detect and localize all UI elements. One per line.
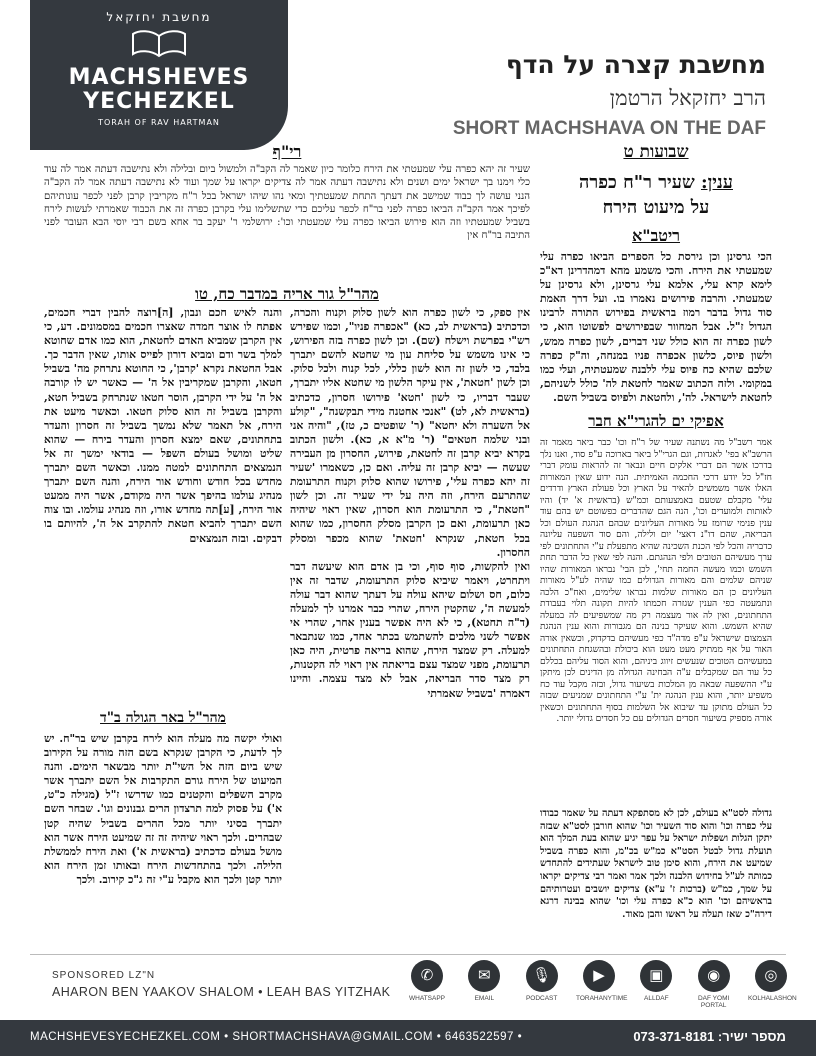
author-name: הרב יחזקאל הרטמן bbox=[609, 86, 766, 110]
afikei-heading: אפיקי ים להגרי"א חבר bbox=[588, 412, 724, 430]
ritva-text: הכי גרסינן וכן גירסת כל הספרים הביאו כפרה עלי שמעטתי את הירח. והכי משמע מהא דמהדרינן דא"כ לימא קרא עלי, אלמא עלי גרסינן, ולא גרסינן על שמעטתי. והרבה פירושים נאמרו בו. ועל דרך האמת סוד גדול בדבר רמוז בראשית בפירוש התורה לרבינו הגדול ז"ל. אבל המחוור שבפירושים לפשוטו הוא, כי לשון כפרה זה הוא כולל שני דברים, לשון כפרה ממש, ולשון פיוס, כלשון אכפרה פניו במנחה, וה"ק כפרה שלכם שהיא כח פיוס עלי ללבנה שמעטתיה, ועלי כמו במקומי. ולזה הכתוב שאמר לחטאת לה' כולל לשניהם, לחטאת לישראל. לה', ולחטאת ולפיוס בשביל השם. bbox=[540, 250, 772, 404]
masechta-heading: שבועות ט bbox=[623, 142, 689, 162]
afikei-text-p1: אמר רשב"ל מה נשתנה שעיר של ר"ח וכו' כבר ביאר מאמר זה הרשב"א בפי' לאגדות, וגם הגרי"ל ביאר בארוכה ע"פ סוד, ואנו נלך בדרכו אשר הם דברי אלקים חיים ונבאר זה להראות עומק דברי חז"ל כל יודע דרכי החכמה האמיתית. הנה ידוע שאין המאורות האלו אשר משמשים להאיר על הארץ וכל פעולת הארץ ודרדים עלי' מקבלם שטעם באמצעותם וכמ"ש (בראשית א' יד) והיו לאותות ולמועדים וכו', הנה הגם שהדברים כפשוטם יש בהם עוד ענין פנימי שרומז על מאורות העליונים שבהם הנהגת העולם וכל הבריאה, שהם דו"נ דאצי' יום ולילה, והם סוד השפעה עליונה כדבריה והכל לפי הכנת השכינה שהיא מתפעלת ע"י התחתונים לפי ערך מעשיהם הטובים ולפי הנהגתם. והנה לפי שאין כל הדבר תחת השמש וכמו מעשה החמה תחי', לכן הבי' נבראו המאורות שהיו שניהם שלמים והם מאורות הגדולים כמו שהיה לע"ל מאורות העליונים כן הם מאורות שלמות נבראו שלימים, ואח"כ הלכה ונתמעטה כפי הענין שגזרה חכמתו להיות תקונה תלוי בעבודת התחתונים, ואין לה אור מעצמה רק מה שמשפיעים לה במעלה שהיא השמש. והוא שעיקר בנינה הם מגבורות והוא ענין הנהגת הצמצום שישראל ע"פ מדה"ד כפי מעשיהם בדקדוק, וכשאין אורה האור על אף ממתיק מעט מעט הוא ביכולת ובהשגחת התחתונים במעשיהם הטובים שנעשים זיווג ביניהם, והוא הסוד עליהם בכללם כל עוד הם שמקבלים ע"ה הבחינה הגדולה מן הדינים לכן מיתקן ע"י ההשפעה שבאה מן המלכות בשיעור גדול, ובזה מקבל עוד כח משפיע יותר, והוא ענין הנהגה ית' ע"י התחתונים שמניעים שבזה כל העולם מתוקן עד שיבוא אל השלמות בסוף התחתונים וכשאין אורה מספיק בשיעור חסדים הגדולים עם כל חסדים גדולי יותר. bbox=[540, 438, 772, 724]
torahanytime-icon: ▶ bbox=[583, 960, 615, 992]
logo bbox=[30, 0, 288, 150]
podcast-link[interactable]: 🎙 PODCAST bbox=[519, 960, 565, 1016]
page-title: מחשבת קצרה על הדף bbox=[505, 50, 766, 79]
logo-wordmark: MACHSHEVES YECHEZKEL bbox=[68, 65, 250, 114]
sponsor-names: AHARON BEN YAAKOV SHALOM • LEAH BAS YITZHAK bbox=[52, 985, 391, 999]
ritva-heading: ריטב"א bbox=[631, 226, 681, 245]
dafyomi-link[interactable]: ◉ DAF YOMI PORTAL bbox=[691, 960, 737, 1016]
logo-tagline: TORAH OF RAV HARTMAN bbox=[98, 118, 220, 127]
afikei-text-p2: גדולה לסט"א בעולם, לכן לא מסתפקא דעתה על שאמר כבודו עלי כפרה וכו' והוא סוד השעיר וכו' שהוא חורבן לסט"א שבזה יתקן הגלות ושפלות ישראל על עפר יגיע שהוא בעת המלך הוא תועלת גדול לבטל הסט"א כמ"ש בכ"מ, והוא כפרה בשביל שמיעט את הירח, והוא סימן טוב לישראל שעתידים להתחדש כמותה לע"ל בחידוש הלבנה ולכך אמר ואמר רבי צדיקים יקראו על שמך, כמ"ש (ברכות ז' ע"א) צדיקים יושבים ועטרותיהם בראשיהם וכו' הוא כ"א כפרה עלי וכו' שהוא בבינה דרגא דירה"כ שאז תעלה על ראשו והבן מאוד. bbox=[540, 808, 772, 920]
topic-line2: על מיעוט הירח bbox=[602, 197, 710, 218]
alldaf-link[interactable]: ▣ ALLDAF bbox=[633, 960, 679, 1016]
topic-line1: שעיר ר"ח כפרה bbox=[579, 172, 695, 193]
logo-hebrew: מחשבת יחזקאל bbox=[106, 10, 212, 24]
english-title: SHORT MACHSHAVA ON THE DAF bbox=[452, 118, 766, 139]
beer-text: ואולי יקשה מה מעלה הוא לירח בקרבן שיש בר"ח. יש לך לדעת, כי הקרבן שנקרא בשם הזה מורה על הקירוב שיש ביום הזה אל השי"ת יותר מבשאר הימים. והנה המיעוט של הירח גורם התקרבות אל השם יתברך אשר מקרב השפלים והקטנים כמו שדרשו ז"ל (מגילה כ"ט, א') על פסוק למה תרצדון הרים גבנונים וגו'. שבחר השם יתברך בסיני יותר מכל ההרים בשביל שהיה קטן שבהרים. ולכך ראוי שיהיה זה זה שמיעט הירח אשר הוא מושל בעולם כדכתיב (בראשית א') ואת הירח לממשלת הלילה. ולכך בהתחדשות הירח ובאותו זמן הירח הוא יותר קטן ולכך הוא מקבל ע"י זה ג"כ קירוב. ולכך bbox=[44, 732, 282, 886]
topic-heading bbox=[540, 170, 772, 224]
topic-prefix: ענין: bbox=[700, 172, 733, 193]
open-book-icon bbox=[131, 28, 187, 58]
rif-heading: רי"ף bbox=[272, 142, 302, 161]
podcast-icon: 🎙 bbox=[526, 960, 558, 992]
whatsapp-icon: ✆ bbox=[411, 960, 443, 992]
sponsor-block bbox=[52, 970, 390, 999]
sponsor-label: SPONSORED LZ"N bbox=[52, 970, 156, 981]
footer-contact[interactable]: MACHSHEVESYECHEZKEL.COM • SHORTMACHSHAVA@GMAIL.COM • 6463522597 • bbox=[30, 1031, 523, 1043]
gur-aryeh-col1: אין ספק, כי לשון כפרה הוא לשון סלוק וקנוח והכרה, וכדכתיב (בראשית לב, כא) "אכפרה פניו", וכמו שפירש רש"י בפרשת וישלח (שם). וכן לשון כפרה בזה הפירוש, כי אינו משמש על סליחת עון מי שחטא להשם יתברך בלבד, כי לשון זה הוא לשון כללי, לכל קנוח ולכל סלוק. וכן לשון 'חטאת', אין עיקר הלשון מי שחטא אליו יתברך, שעבר דבריו, כי לשון 'חטא' פירושו חסרון, כדכתיב (בראשית לא, לט) "אנכי אחטנה מידי תבקשנה", "קולע אל השערה ולא יחטא" (ר' שופטים כ, טז), "והיה אני ובני שלמה חטאים" (ר' מ"א א, כא). ולשון הכתוב בקרא יביא קרבן זה לחטאת, פירוש, החסרון מן העבירה שעשה — יביא קרבן זה עליה. ואם כן, כשאמרו 'שעיר זה יהא כפרה עלי', פירושו שהוא סלוק וקנוח התרעומת שהתרעם הירח, וזה היה על ידי שעיר זה. וכן לשון "חטאת", כי התרעומת הוא חסרון, שאין ראוי שיהיה כאן תרעומת, ואם כן הקרבן מסלק החסרון, כמו שהוא בכל חטאת, שנקרא 'חטאת' שהוא מכפר ומסלק החסרון. ואין להקשות, סוף סוף, וכי בן אדם הוא שיעשה דבר ויתחרט, ויאמר שיביא סלוק התרעומת, שדבר זה אין כלום, חס ושלום שיהא עולה על דעתך שהוא דבר עולה למעשה ה', שהקטין הירח, שהרי כבר אמרנו לך למעלה (ד"ה תחטא), כי לא היה אפשר בענין אחר, שהרי אי אפשר לשני מלכים להשתמש בכתר אחד, כמו שנתבאר למעלה. רק שמצד הירח, שהוא בריאה פרטית, היה כאן תרעומת, מפני שמצד עצם בריאתה אין ראוי לה הקטנות, רק מצד סדר הבריאה, אבל לא מצד עצמה. והיינו דאמרה 'בשביל שאמרתי bbox=[290, 306, 530, 700]
gur-aryeh-col2: והנה לאיש חכם ונבון, [ה]רוצה להבין דברי חכמים, אפתח לו אוצר חמדה שאצרו חכמים במסמונים. דע, כי אין הקרבן שמביא האדם לחטאת, הוא כמו אדם שחוטא למלך בשר ודם ומביא דורון לפייס אותו, שאין הדבר כך. אבל החטאת נקרא 'קרבן', כי החוטא נתרחק מה' בשביל חטאו, והקרבן שמקריבין אל ה' — כאשר יש לו קורבה אל ה' על ידי הקרבן, הוסר חטאו שנתרחק בשביל חטא, והקרבן בשביל זה הוא סלוק חטאו. וכאשר מיעט את הירח, אל תאמר שלא נמשך בשביל זה חסרון והעדר בתחתונים, שאם ימצא חסרון והעדר בירח — שהוא שליט ומושל בעולם השפל — בודאי ימשך זה אל הנמצאים התחתונים למטה ממנו. וכאשר השם יתברך מחדש בכל חודש וחודש אור הירח, והנה השם יתברך מנהיג עולמו בהיפך אשר היה מקודם, אשר היה ממעט אור הירח, [ע]תה מחדש אורו, וזה מנהיג עולמו. ובו צוה השם יתברך להביא חטאת להתקרב אל ה', להיותם בו דבקים. ובזה הנמצאים bbox=[44, 306, 282, 545]
alldaf-icon: ▣ bbox=[640, 960, 672, 992]
kolhalashon-link[interactable]: ◎ KOLHALASHON bbox=[748, 960, 794, 1016]
email-link[interactable]: ✉ EMAIL bbox=[461, 960, 507, 1016]
rif-text: שעיר זה יהא כפרה עלי שמעטתי את הירח כלומר כיון שאמר לה הקב"ה ולמשול ביום ובלילה ולא נתישבה דעתה אמר לה עוד כלי וימנו בך ישראל ימים ושנים ולא נתישבה דעתה אמר לה צדיקים יקראו על שמך ועוד לא נתישבה דעתה אמר לה הקב"ה הנני עושה לך כבוד שמישב את דעתך התחת שמעטתיך ומאי נהו שיהו ישראל בכל ר"ח מקריבין קרבן לפני לכפר עונותיהם לפיכך אמר הקב"ה הביאו כפרה לפני בר"ח לכפר עליכם כדי שתשלימו עלי בקרבן כפרה זה את הכבוד שאמרתי לעשות לירח בשביל שמעטתיו וזה הוא פירוש הביאו כפרה עלי שמעטתי וכו': ירושלמי ר' יעקב בר אחא בשם רבי יוסי הבא העובר לפני התיבה בר"ח אין bbox=[44, 164, 530, 242]
footer-phone[interactable]: מספר ישיר: 073-371-8181 bbox=[633, 1029, 786, 1044]
gur-aryeh-heading: מהר"ל גור אריה במדבר כח, טו bbox=[195, 285, 379, 303]
kolhalashon-icon: ◎ bbox=[755, 960, 787, 992]
email-icon: ✉ bbox=[468, 960, 500, 992]
torahanytime-link[interactable]: ▶ TORAHANYTIME bbox=[576, 960, 622, 1016]
beer-heading: מהר"ל באר הגולה ב"ד bbox=[100, 710, 226, 726]
social-icons bbox=[404, 960, 797, 1016]
whatsapp-link[interactable]: ✆ WHATSAPP bbox=[404, 960, 450, 1016]
dafyomi-icon: ◉ bbox=[698, 960, 730, 992]
footer-divider bbox=[30, 954, 786, 955]
footer-bar bbox=[0, 1020, 816, 1056]
